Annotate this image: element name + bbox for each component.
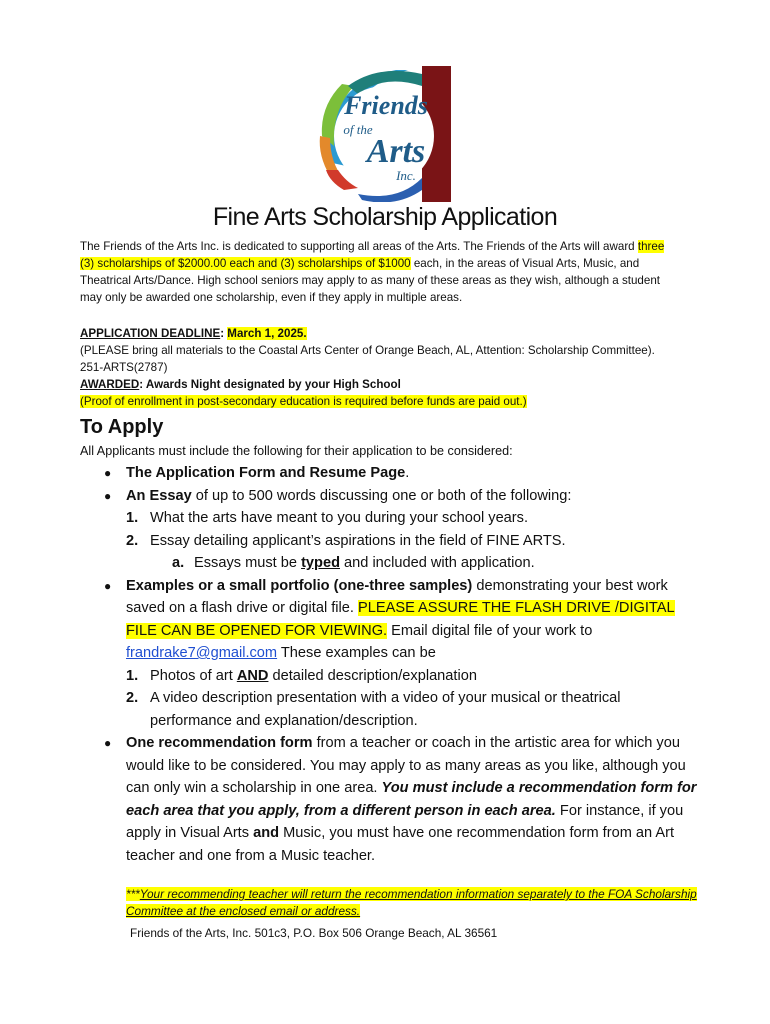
recommendation-note [126, 886, 706, 920]
recommendation-label: One recommendation form [126, 735, 313, 751]
list-item [100, 530, 700, 553]
list-item [100, 665, 700, 688]
list-item [100, 507, 700, 530]
bullet-icon: ● [104, 578, 112, 593]
intro-highlight: three (3) scholarships of $2000.00 each and (3) scholarships of $1000 [80, 240, 665, 270]
intro-paragraph [80, 238, 680, 306]
proof-note: (Proof of enrollment in post-secondary education is required before funds are paid out.) [80, 395, 527, 408]
example-2-number: 2. [126, 690, 139, 706]
example-1-pre: Photos of art [150, 667, 237, 684]
intro-text-1: The Friends of the Arts Inc. is dedicated to supporting all areas of the Arts. The Friends of the Arts will award [80, 240, 638, 253]
recommendation-text: from a teacher or coach in the artistic area for which you would like to be considered. You may apply to as many areas as you like, although you can only win a scholarship in one area. [126, 735, 686, 796]
email-link[interactable]: frandrake7@gmail.com [126, 645, 278, 661]
list-item [100, 732, 700, 867]
logo-line4: Inc. [396, 168, 416, 183]
examples-label: Examples or a small portfolio (one-three samples) [126, 577, 473, 594]
essay-option-2: Essay detailing applicant’s aspirations in the field of FINE ARTS. [150, 532, 566, 549]
essay-a-letter: a. [172, 555, 185, 571]
flash-drive-warning: PLEASE ASSURE THE FLASH DRIVE /DIGITAL FILE CAN BE OPENED FOR VIEWING. [126, 600, 675, 639]
note-stars: *** [126, 887, 140, 901]
example-option-2: A video description presentation with a video of your musical or theatrical performance and explanation/description. [150, 690, 621, 729]
example-1-post: detailed description/explanation [268, 667, 477, 684]
typed-emphasis: typed [301, 555, 340, 571]
and-bold: and [253, 825, 280, 841]
bullet-icon: ● [104, 488, 112, 503]
essay-a-post: and included with application. [339, 555, 535, 571]
awarded-label: AWARDED [80, 378, 140, 391]
essay-1-number: 1. [126, 510, 139, 526]
awarded-text: : Awards Night designated by your High School [139, 378, 401, 391]
bullet-icon: ● [104, 466, 112, 480]
to-apply-heading: To Apply [80, 416, 164, 438]
examples-continued: These examples can be [277, 645, 436, 661]
list-item [100, 575, 700, 665]
list-item [100, 462, 700, 485]
essay-2-number: 2. [126, 532, 139, 549]
footer-address: Friends of the Arts, Inc. 501c3, P.O. Box 506 Orange Beach, AL 36561 [130, 926, 498, 940]
deadline-date: March 1, 2025. [227, 327, 307, 340]
essay-a-pre: Essays must be [194, 555, 302, 571]
essay-text: of up to 500 words discussing one or both of the following: [191, 487, 572, 504]
example-1-number: 1. [126, 667, 139, 684]
list-item [100, 485, 700, 508]
email-instruction: Email digital file of your work to [387, 622, 593, 639]
page-title: Fine Arts Scholarship Application [212, 203, 558, 231]
logo-line3: Arts [366, 133, 426, 170]
recommendation-emphasis: You must include a recommendation form for each area that you apply, from a different person in each area. [126, 780, 697, 819]
bullet-icon: ● [104, 736, 112, 750]
list-item [100, 552, 700, 575]
requirements-list [100, 462, 700, 867]
deadline-label: APPLICATION DEADLINE [80, 327, 221, 340]
essay-label: An Essay [126, 487, 192, 504]
to-apply-subheading: All Applicants must include the following for their application to be considered: [80, 444, 513, 458]
deadline-section [80, 325, 680, 410]
list-item [100, 687, 700, 732]
deadline-instructions: (PLEASE bring all materials to the Coastal Arts Center of Orange Beach, AL, Attention: Scholarship Committee). 251-ARTS(2787) [80, 344, 655, 374]
recommendation-text-2: For instance, if you apply in Visual Arts [126, 802, 684, 841]
logo-line1: Friends [344, 91, 428, 120]
and-emphasis: AND [236, 667, 269, 684]
application-form-item: The Application Form and Resume Page [126, 465, 406, 481]
note-text: Your recommending teacher will return the recommendation information separately to the FOA Scholarship Committee at the enclosed email or address. [126, 887, 697, 918]
application-form-end: . [405, 465, 410, 481]
intro-text-2: each, in the areas of Visual Arts, Music, and Theatrical Arts/Dance. High school seniors may apply to as many of these areas as they wish, although a student may only be awarded one scholarship, even if they apply in multiple areas. [80, 257, 660, 304]
examples-text: demonstrating your best work saved on a flash drive or digital file. [126, 577, 668, 616]
logo-line2: of the [343, 122, 373, 137]
essay-option-1: What the arts have meant to you during your school years. [150, 510, 529, 526]
recommendation-text-3: Music, you must have one recommendation form from an Art teacher and one from a Music teacher. [126, 825, 675, 864]
friends-of-the-arts-logo [318, 66, 451, 202]
deadline-colon: : [220, 327, 228, 340]
